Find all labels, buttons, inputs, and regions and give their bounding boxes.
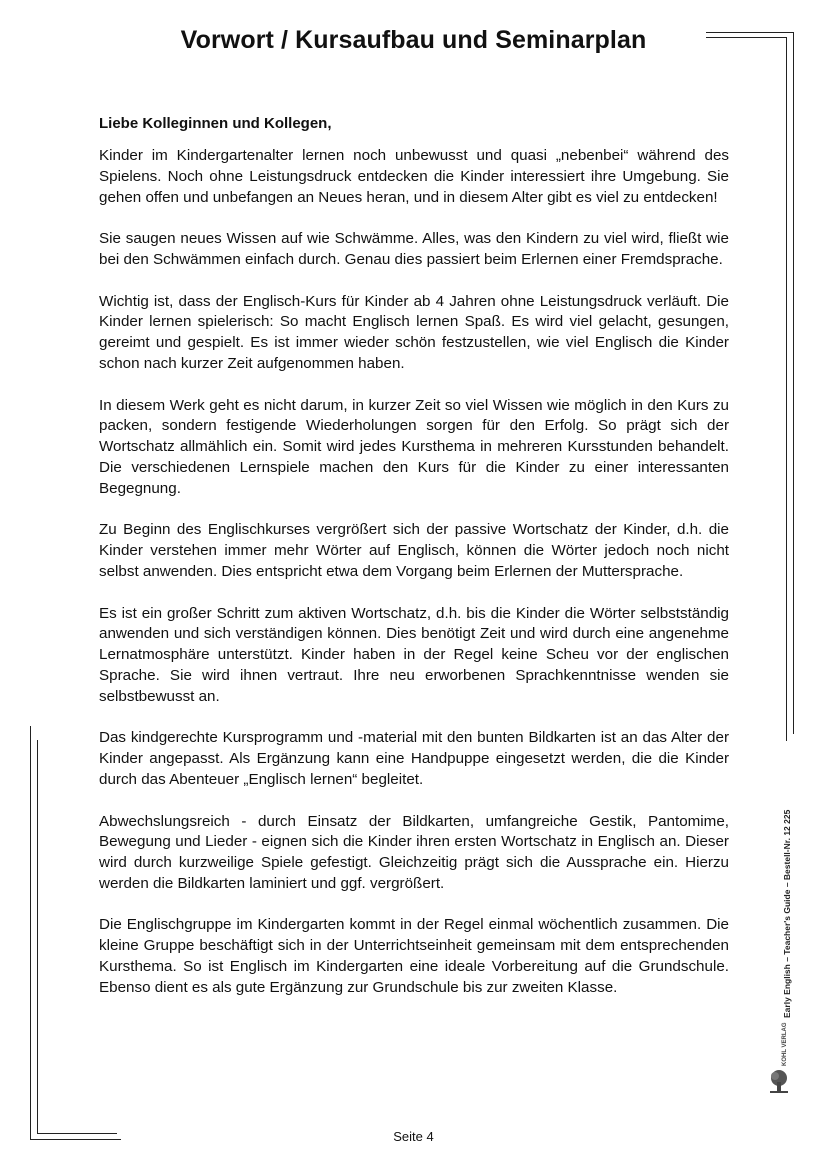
paragraph: Sie saugen neues Wissen auf wie Schwämme. Alles, was den Kindern zu viel wird, fließt wie bei den Schwämmen einfach durch. Genau dies passiert beim Erlernen einer Fremdsprache.	[99, 230, 729, 268]
page-number: Seite 4	[393, 1129, 434, 1144]
side-order-info: Early English – Teacher's Guide – Bestell-Nr. 12 225	[782, 809, 792, 1018]
body-text	[99, 146, 729, 1019]
paragraph: Die Englischgruppe im Kindergarten kommt in der Regel einmal wöchentlich zusammen. Die kleine Gruppe beschäftigt sich in der Unterrichtseinheit gemeinsam mit dem entsprechenden Kursthema. So ist Englisch im Kindergarten eine ideale Vorbereitung auf die Grundschule. Ebenso dient es als gute Ergänzung zur Grundschule bis zur zweiten Klasse.	[99, 916, 729, 996]
paragraph: Kinder im Kindergartenalter lernen noch unbewusst und quasi „nebenbei“ während des Spielens. Noch ohne Leistungsdruck entdecken die Kinder interessiert ihre Umgebung. Sie gehen offen und unbefangen an Neues heran, und in diesem Alter gibt es viel zu entdecken!	[99, 147, 729, 206]
paragraph: In diesem Werk geht es nicht darum, in kurzer Zeit so viel Wissen wie möglich in den Kurs zu packen, sondern festigende Wiederholungen sorgen für den Erfolg. So prägt sich der Wortschatz allmählich ein. Somit wird jedes Kursthema in mehreren Kursstunden behandelt. Die verschiedenen Lernspiele machen den Kurs für die Kinder zu einer interessanten Begegnung.	[99, 396, 729, 497]
frame-right-line-inner	[786, 37, 787, 741]
paragraph: Das kindgerechte Kursprogramm und -material mit den bunten Bildkarten ist an das Alter der Kinder angepasst. Als Ergänzung kann eine Handpuppe eingesetzt werden, die die Kinder durch das Abenteuer „Englisch lernen“ begleitet.	[99, 729, 729, 788]
publisher-logo-icon	[768, 1068, 790, 1099]
frame-left-line-outer	[30, 726, 31, 1139]
paragraph: Es ist ein großer Schritt zum aktiven Wortschatz, d.h. bis die Kinder die Wörter selbstständig anwenden und sich verständigen können. Dies benötigt Zeit und wird durch eine angenehme Lernatmosphäre unterstützt. Kinder haben in der Regel keine Scheu vor der englischen Sprache. Sie wird ihnen vertraut. Ihre neu erworbenen Sprachkenntnisse wenden sie selbstbewusst an.	[99, 604, 729, 705]
publisher-name: KOHL VERLAG	[782, 1022, 788, 1066]
frame-left-line-inner	[37, 740, 38, 1134]
page-title: Vorwort / Kursaufbau und Seminarplan	[180, 26, 647, 54]
greeting: Liebe Kolleginnen und Kollegen,	[99, 115, 332, 132]
paragraph: Zu Beginn des Englischkurses vergrößert sich der passive Wortschatz der Kinder, d.h. die Kinder verstehen immer mehr Wörter auf Englisch, können die Wörter jedoch noch nicht selbst anwenden. Dies entspricht etwa dem Vorgang beim Erlernen der Muttersprache.	[99, 521, 729, 580]
paragraph: Abwechslungsreich - durch Einsatz der Bildkarten, umfangreiche Gestik, Pantomime, Bewegung und Lieder - eignen sich die Kinder ihren ersten Wortschatz in Englisch an. Dieser wird durch kurzweilige Spiele gefestigt. Gleichzeitig prägt sich die Aussprache ein. Hierzu werden die Bildkarten laminiert und ggf. vergrößert.	[99, 812, 729, 892]
paragraph: Wichtig ist, dass der Englisch-Kurs für Kinder ab 4 Jahren ohne Leistungsdruck verläuft. Die Kinder lernen spielerisch: So macht Englisch lernen Spaß. Es wird viel gelacht, gesungen, gereimt und gespielt. Es ist immer wieder schön festzustellen, wie viel Englisch die Kinder schon nach kurzer Zeit aufgenommen haben.	[99, 292, 729, 372]
frame-right-line-outer	[793, 32, 794, 734]
